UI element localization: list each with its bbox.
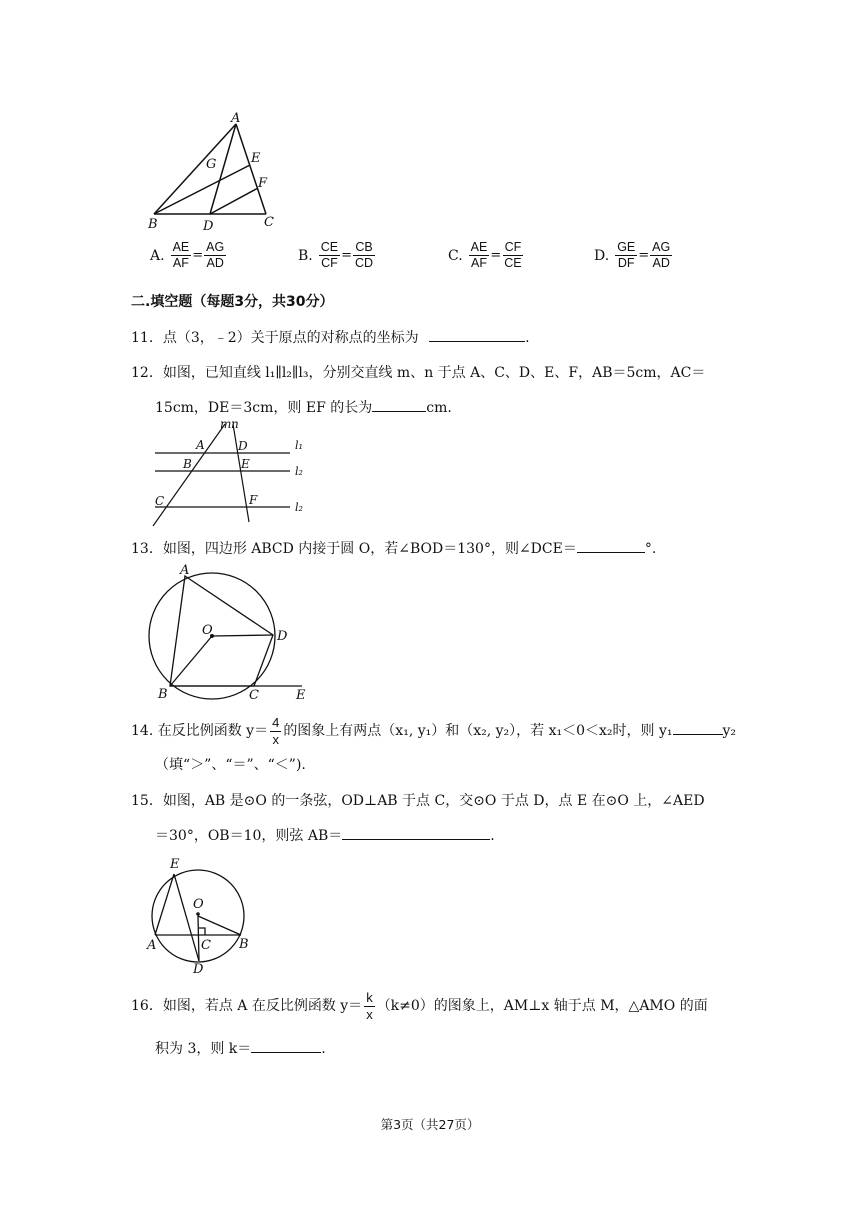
fraction-4-over-x: $\frac{4}{x}$ [272,714,280,747]
fraction: $\frac{AG}{AD}$ [206,240,225,270]
question-16: 16．如图，若点 A 在反比例函数 y＝ $\frac{k}{x}$ （k≠0）的图象上，AM⊥x 轴于点 M，△AMO 的面 [131,989,708,1022]
question-13: 13．如图，四边形 ABCD 内接于圆 O，若∠BOD＝130°，则∠DCE＝ °. [131,538,656,559]
answer-blank[interactable] [577,538,645,553]
label-e: E [241,457,250,471]
fraction: $\frac{CB}{CD}$ [355,240,374,270]
fraction: $\frac{CF}{CE}$ [504,240,522,270]
question-12-line1: 12．如图，已知直线 l₁∥l₂∥l₃，分别交直线 m、n 于点 A、C、D、E、F，AB＝5cm，AC＝ [131,365,706,381]
label-o: O [193,897,204,912]
page-footer: 第3页（共27页） [380,1117,480,1132]
question-14-line2: （填“＞”、“＝”、“＜”). [155,757,306,773]
label-c: C [155,494,165,508]
option-d[interactable]: D. $\frac{GE}{DF}$ = $\frac{AG}{AD}$ [594,240,671,270]
label-a: A [147,938,157,953]
label-b: B [239,937,249,952]
label-c: C [249,688,259,703]
fraction: $\frac{AE}{AF}$ [172,240,190,270]
fraction: $\frac{GE}{DF}$ [617,240,636,270]
fraction: $\frac{AE}{AF}$ [470,240,488,270]
fraction: $\frac{AG}{AD}$ [652,240,671,270]
triangle-diagram [140,110,290,235]
label-d: D [193,962,204,977]
label-c: C [201,938,211,953]
label-o: O [202,623,213,638]
fraction: $\frac{CE}{CF}$ [320,240,339,270]
label-m: m [220,417,232,431]
figure-circle-chord [143,852,258,977]
circle-quadrilateral-diagram [140,562,315,702]
fraction-k-over-x: $\frac{k}{x}$ [366,989,373,1022]
option-a[interactable]: A. $\frac{AE}{AF}$ = $\frac{AG}{AD}$ [150,240,225,270]
question-16-line2: 积为 3，则 k＝ . [155,1038,326,1059]
figure-inscribed-quadrilateral [140,562,315,702]
label-b: B [183,457,192,471]
label-e: E [251,151,261,166]
answer-blank[interactable] [372,397,426,412]
answer-blank[interactable] [673,720,723,735]
label-n: n [231,417,239,431]
label-e: E [296,688,306,703]
label-c: C [264,215,274,230]
question-14: 14. 在反比例函数 y＝ $\frac{4}{x}$ 的图象上有两点（x₁, y₁）和（x₂, y₂），若 x₁＜0＜x₂时，则 y₁ y₂ [131,714,737,747]
label-f: F [249,493,258,507]
figure-triangle-abc [140,110,290,235]
label-l2: l₂ [295,465,303,478]
label-d: D [238,439,248,453]
label-g: G [206,157,217,172]
label-l3: l₂ [295,501,303,514]
label-b: B [158,687,168,702]
circle-chord-diagram [143,852,258,977]
label-l1: l₁ [295,439,303,452]
question-15-line1: 15．如图，AB 是⊙O 的一条弦，OD⊥AB 于点 C，交⊙O 于点 D，点 E 在⊙O 上，∠AED [131,793,705,809]
label-d: D [203,219,214,234]
question-11: 11．点（3，﹣2）关于原点的对称点的坐标为 . [131,327,530,348]
option-b[interactable]: B. $\frac{CE}{CF}$ = $\frac{CB}{CD}$ [298,240,374,270]
question-15-line2: ＝30°，OB＝10，则弦 AB＝ . [155,825,495,846]
label-e: E [170,857,180,872]
answer-blank[interactable] [342,825,490,840]
section-title: 二.填空题（每题3分，共30分） [131,294,334,310]
option-c[interactable]: C. $\frac{AE}{AF}$ = $\frac{CF}{CE}$ [448,240,522,270]
label-d: D [277,629,288,644]
parallel-lines-diagram [145,418,325,530]
label-f: F [258,176,268,191]
label-a: A [231,111,241,126]
label-b: B [148,217,158,232]
answer-blank[interactable] [251,1038,321,1053]
figure-parallel-lines [145,418,325,530]
question-12-line2: 15cm，DE＝3cm，则 EF 的长为 cm. [155,397,452,418]
label-a: A [196,438,205,452]
label-a: A [180,563,190,578]
answer-blank[interactable] [429,327,525,342]
